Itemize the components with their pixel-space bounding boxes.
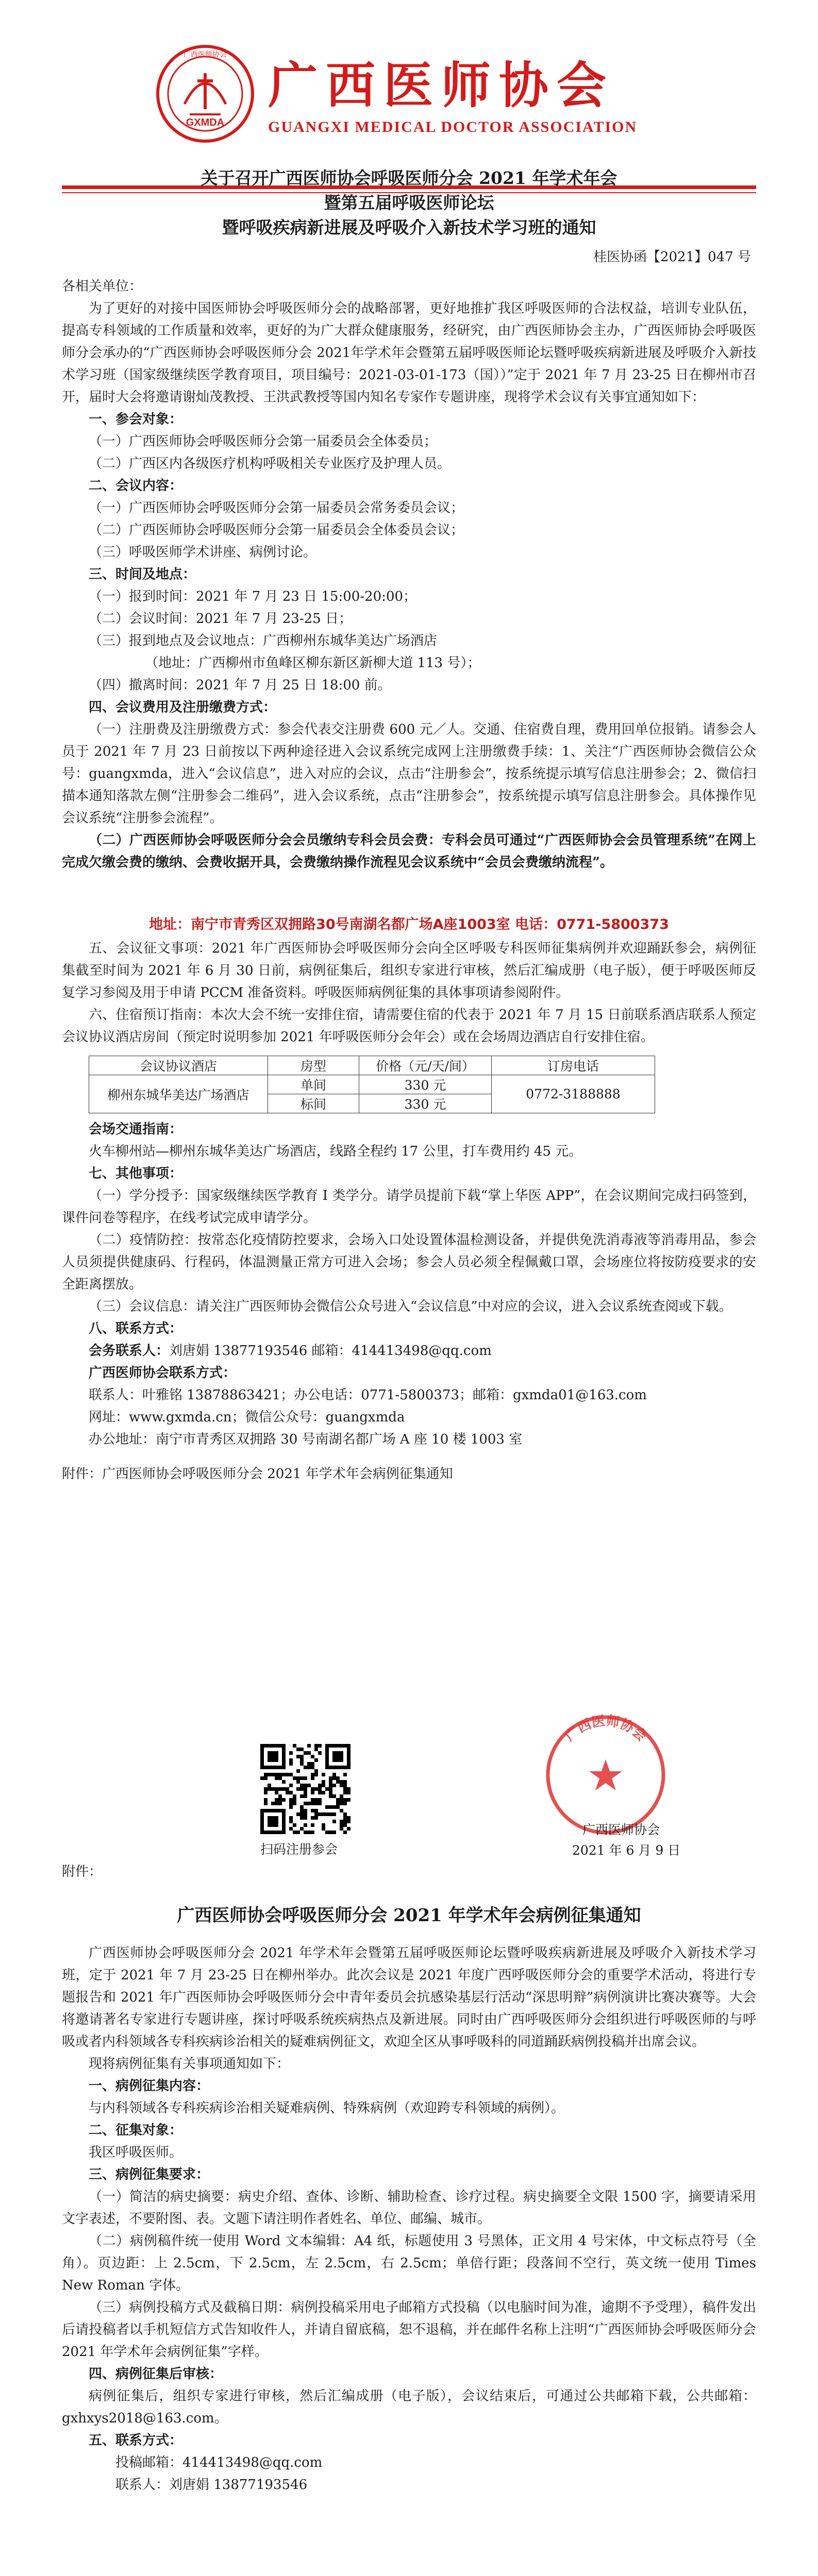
section-title: 七、其他事项： xyxy=(89,1166,183,1181)
table-header: 会议协议酒店 xyxy=(89,1056,268,1075)
list-item: （四）撤离时间：2021 年 7 月 25 日 18:00 前。 xyxy=(89,677,391,693)
venue-address: （地址：广西柳州市鱼峰区柳东新区新柳大道 113 号）； xyxy=(145,655,481,671)
list-item: （三）呼吸医师学术讲座、病例讨论。 xyxy=(89,545,317,560)
route-text: 火车柳州站—柳州东城华美达广场酒店，线路全程约 17 公里，打车费用约 45 元。 xyxy=(89,1144,582,1159)
hotel-name: 柳州东城华美达广场酒店 xyxy=(89,1075,268,1113)
title-line: 暨第五届呼吸医师论坛 xyxy=(324,193,494,213)
attachment-line: 附件：广西医师协会呼吸医师分会 2021 年学术年会病例征集通知 xyxy=(62,1466,453,1482)
table-header: 房型 xyxy=(268,1056,359,1075)
notice-body xyxy=(62,276,756,874)
title-line: 关于召开广西医师协会呼吸医师分会 2021 年学术年会 xyxy=(201,168,617,188)
section-title: 一、病例征集内容： xyxy=(89,2078,210,2094)
list-item: （二）广西区内各级医疗机构呼吸相关专业医疗及护理人员。 xyxy=(89,456,451,471)
qr-caption: 扫码注册参会 xyxy=(260,1842,338,1857)
section-title: 一、参会对象： xyxy=(89,412,183,427)
contact-person: 联系人：刘唐娟 13877193546 xyxy=(115,2477,308,2493)
seal-text: 广西医师协会 xyxy=(562,1713,649,1745)
banner-text: 地址：南宁市青秀区双拥路30号南湖名都广场A座1003室 电话：0771-5800373 xyxy=(149,917,669,933)
letterhead xyxy=(62,31,756,165)
list-item: （一）广西医师协会呼吸医师分会第一届委员会全体委员； xyxy=(89,434,438,449)
section-title: 五、联系方式： xyxy=(89,2433,183,2448)
essay-paragraph: 五、会议征文事项：2021 年广西医师协会呼吸医师分会向全区呼吸专科医师征集病例并欢迎踊跃参会，病例征集截至时间为 2021 年 6 月 30 日前，病例征集后，组织专家进行审核，然后汇编成册（电子版），便于呼吸医师反复学习参阅及用于申请 PCCM 准备资料。呼吸医师病例征集的具体事项请参阅附件。 xyxy=(62,941,756,1001)
section-text: 病例征集后，组织专家进行审核，然后汇编成册（电子版），会议结束后，可通过公共邮箱下载，公共邮箱：gxhxys2018@163.com。 xyxy=(62,2388,756,2426)
list-item: （三）报到地点及会议地点：广西柳州东城华美达广场酒店 xyxy=(89,633,438,649)
list-item: （三）会议信息：请关注广西医师协会微信公众号进入“会议信息”中对应的会议，进入会议系统查阅或下载。 xyxy=(89,1299,732,1314)
list-item: （二）会议时间：2021 年 7 月 23-25 日； xyxy=(89,611,352,626)
contact-affairs: 刘唐娟 13877193546 邮箱：414413498@qq.com xyxy=(169,1343,492,1359)
registration-qr-code[interactable] xyxy=(260,1744,350,1834)
attachment-body xyxy=(62,1942,756,2496)
section-title: 八、联系方式： xyxy=(89,1321,183,1336)
attachment-intro: 广西医师协会呼吸医师分会 2021 年学术年会暨第五届呼吸医师论坛暨呼吸疾病新进展及呼吸介入新技术学习班，定于 2021 年 7 月 23-25 日在柳州举办。此次会议是 2021 年度广西呼吸医师分会的重要学术活动，将进行专题报告和 2021 年广西医师协会呼吸医师分会中青年委员会抗感染基层行活动“深思明辩”病例演讲比赛决赛等。大会将邀请著名专家进行专题讲座，探讨呼吸系统疾病热点及新进展。同时由广西呼吸医师分会组织进行呼吸医师的与呼吸或者内科领域各专科疾病诊治相关的疑难病例征文，欢迎全区从事呼吸科的同道踊跃病例投稿并出席会议。 xyxy=(62,1945,756,2049)
list-item: （一）学分授予：国家级继续医学教育 I 类学分。请学员提前下载“掌上华医 APP”，在会议期间完成扫码签到，课件问卷等程序，在线考试完成申请学分。 xyxy=(62,1188,756,1226)
document-page xyxy=(62,0,756,2576)
section-title: 三、病例征集要求： xyxy=(89,2167,210,2182)
room-type: 单间 xyxy=(268,1075,359,1094)
attachment-now: 现将病例征集有关事项通知如下： xyxy=(89,2056,290,2072)
intro-paragraph: 为了更好的对接中国医师协会呼吸医师分会的战略部署，更好地推扩我区呼吸医师的合法权益，培训专业队伍，提高专科领域的工作质量和效率，更好的为广大群众健康服务，经研究，由广西医师协会主办，广西医师协会呼吸医师分会承办的“广西医师协会呼吸医师分会 2021年学术年会暨第五届呼吸医师论坛暨呼吸疾病新进展及呼吸介入新技术学习班（国家级继续医学教育项目，项目编号：2021-03-01-173（国））”定于 2021 年 7 月 23-25 日在柳州市召开，届时大会将邀请谢灿茂教授、王洪武教授等国内知名专家作专题讲座，现将学术会议有关事宜通知如下： xyxy=(62,301,756,405)
table-header: 订房电话 xyxy=(492,1056,655,1075)
notice-body-2 xyxy=(62,938,756,1485)
org-name: 广西医师协会 xyxy=(268,56,614,114)
document-number: 桂医协函【2021】047 号 xyxy=(593,249,751,265)
list-item: （二）疫情防控：按常态化疫情防控要求，会场入口处设置体温检测设备，并提供免洗消毒液等消毒用品，参会人员须提供健康码、行程码，体温测量正常方可进入会场；参会人员必须全程佩戴口罩，会场座位将按防疫要求的安全距离摆放。 xyxy=(62,1232,756,1292)
section-title: 四、会议费用及注册缴费方式： xyxy=(89,700,277,715)
logo-ring-text: 广西医师协会 xyxy=(183,50,227,59)
notice-title xyxy=(62,166,756,240)
section-text: 我区呼吸医师。 xyxy=(89,2145,183,2160)
list-item: （一）简洁的病史摘要：病史介绍、查体、诊断、辅助检查、诊疗过程。病史摘要全文限 1500 字，摘要请采用文字表述，不要附图、表。文题下请注明作者姓名、单位、邮编、城市。 xyxy=(62,2189,756,2227)
contact-label: 会务联系人： xyxy=(89,1343,170,1359)
room-price: 330 元 xyxy=(359,1094,492,1113)
table-header: 价格（元/天/间） xyxy=(359,1056,492,1075)
attachment-title: 广西医师协会呼吸医师分会 2021 年学术年会病例征集通知 xyxy=(177,1905,641,1926)
contact-label: 广西医师协会联系方式： xyxy=(89,1365,237,1381)
section-title: 三、时间及地点： xyxy=(89,567,196,582)
logo-text: GXMDA xyxy=(186,117,225,128)
fee-paragraph: （一）注册费及注册缴费方式：参会代表交注册费 600 元／人。交通、住宿费自理，费用回单位报销。请参会人员于 2021 年 7 月 23 日前按以下两种途径进入会议系统完成网上注册缴费手续：1、关注“广西医师协会微信公众号：guangxmda，进入“会议信息”，进入对应的会议，点击“注册参会”，按系统提示填写信息注册参会；2、微信扫描本通知落款左侧“注册参会二维码”，进入会议系统，点击“注册参会”，按系统提示填写信息注册参会。具体操作见会议系统“注册参会流程”。 xyxy=(62,722,756,826)
contact-line xyxy=(62,1340,756,1362)
salutation: 各相关单位： xyxy=(62,279,143,294)
membership-paragraph: （二）广西医师协会呼吸医师分会会员缴纳专科会员会费：专科会员可通过“广西医师协会会员管理系统”在网上完成欠缴会费的缴纳、会费收据开具，会费缴纳操作流程见会议系统中“会员会费缴纳流程”。 xyxy=(62,833,756,870)
address-banner xyxy=(62,914,756,935)
booking-phone: 0772-3188888 xyxy=(492,1075,655,1113)
signing-org: 广西医师协会 xyxy=(582,1822,660,1837)
section-title: 四、病例征集后审核： xyxy=(89,2366,223,2382)
list-item: （二）病例稿件统一使用 Word 文本编辑：A4 纸，标题使用 3 号黑体，正文用 4 号宋体，中文标点符号（全角）。页边距：上 2.5cm，下 2.5cm，左 2.5cm，右 2.5cm；单倍行距；段落间不空行，英文统一使用 Times New Roman 字体。 xyxy=(62,2233,756,2293)
section-title: 二、会议内容： xyxy=(89,478,183,494)
list-item: （一）报到时间：2021 年 7 月 23 日 15:00-20:00； xyxy=(89,589,417,604)
attachment-label: 附件： xyxy=(62,1864,103,1879)
list-item: （三）病例投稿方式及截稿日期：病例投稿采用电子邮箱方式投稿（以电脑时间为准，逾期不予受理），稿件发出后请投稿者以手机短信方式告知收件人，并请自留底稿，恕不退稿，并在邮件名称上注明“广西医师协会呼吸医师分会 2021 年学术年会病例征集”字样。 xyxy=(62,2300,756,2360)
contact-address: 办公地址：南宁市青秀区双拥路 30 号南湖名都广场 A 座 10 楼 1003 室 xyxy=(89,1432,523,1447)
list-item: （二）广西医师协会呼吸医师分会第一届委员会全体委员会议； xyxy=(89,522,464,538)
section-text: 与内科领域各专科疾病诊治相关疑难病例、特殊病例（欢迎跨专科领域的病例）。 xyxy=(89,2100,565,2116)
org-english-name: GUANGXI MEDICAL DOCTOR ASSOCIATION xyxy=(268,118,638,135)
contact-assoc: 联系人：叶雅铭 13878863421；办公电话：0771-5800373；邮箱：gxmda01@163.com xyxy=(89,1387,647,1403)
hotel-table xyxy=(89,1056,655,1113)
title-line: 暨呼吸疾病新进展及呼吸介入新技术学习班的通知 xyxy=(222,217,596,238)
room-price: 330 元 xyxy=(359,1075,492,1094)
signing-date: 2021 年 6 月 9 日 xyxy=(572,1843,681,1858)
lodging-paragraph: 六、住宿预订指南：本次大会不统一安排住宿，请需要住宿的代表于 2021 年 7 月 15 日前联系酒店联系人预定会议协议酒店房间（预定时说明参加 2021 年呼吸医师分会年会）或在会场周边酒店自行安排住宿。 xyxy=(62,1007,756,1045)
contact-email: 投稿邮箱：414413498@qq.com xyxy=(115,2455,323,2470)
association-logo xyxy=(154,42,257,145)
section-title: 二、征集对象： xyxy=(89,2123,183,2138)
list-item: （一）广西医师协会呼吸医师分会第一届委员会常务委员会议； xyxy=(89,500,464,516)
room-type: 标间 xyxy=(268,1094,359,1113)
section-title: 会场交通指南： xyxy=(89,1122,183,1137)
contact-web: 网址：www.gxmda.cn；微信公众号：guangxmda xyxy=(89,1410,405,1425)
